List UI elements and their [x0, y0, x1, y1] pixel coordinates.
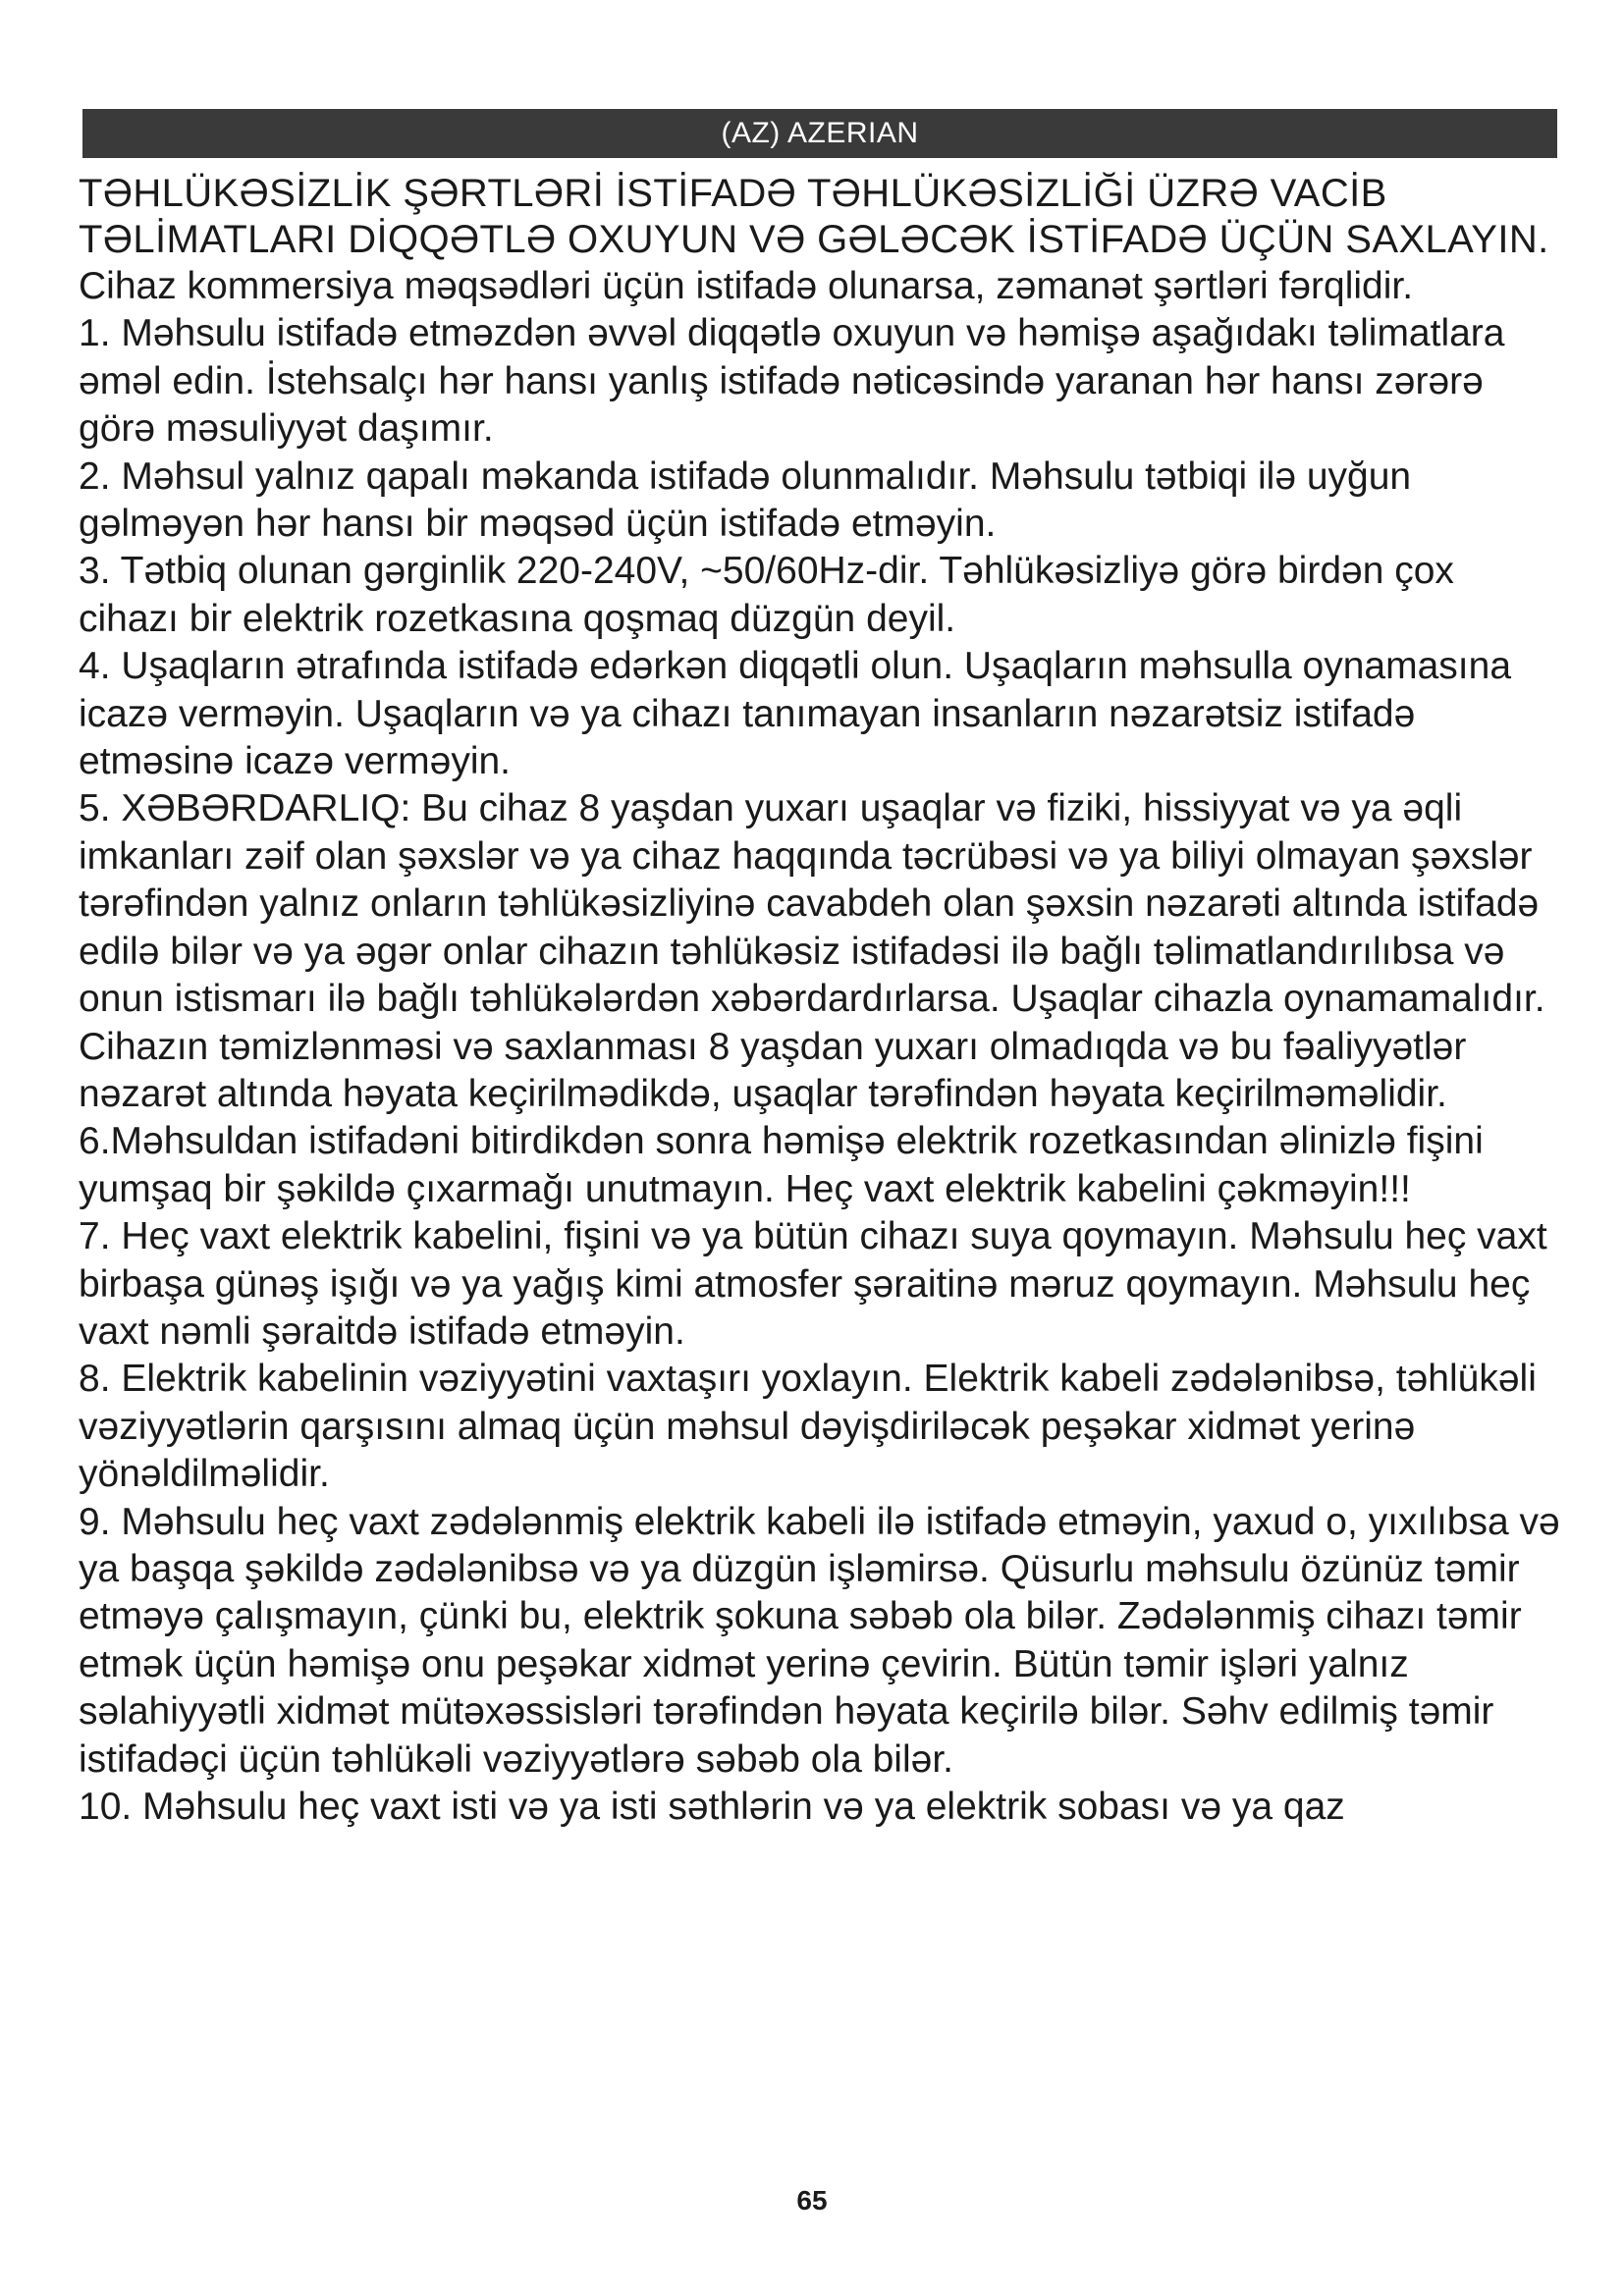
paragraph-item-9: 9. Məhsulu heç vaxt zədələnmiş elektrik kabeli ilə istifadə etməyin, yaxud o, yıxılıbsa və ya başqa şəkildə zədələnibsə və ya düzgün işləmirsə. Qüsurlu məhsulu özünüz təmir etməyə çalışmayın, çünki bu, elektrik şokuna səbəb ola bilər. Zədələnmiş cihazı təmir etmək üçün həmişə onu peşəkar xidmət yerinə çevirin. Bütün təmir işləri yalnız səlahiyyətli xidmət mütəxəssisləri tərəfindən həyata keçirilə bilər. Səhv edilmiş təmir istifadəçi üçün təhlükəli vəziyyətlərə səbəb ola bilər. [79, 1500, 1560, 1781]
paragraph-item-1: 1. Məhsulu istifadə etməzdən əvvəl diqqətlə oxuyun və həmişə aşağıdakı təlimatlara əməl edin. İstehsalçı hər hansı yanlış istifadə nəticəsində yaranan hər hansı zərərə görə məsuliyyət daşımır. [79, 312, 1505, 451]
paragraph-item-2: 2. Məhsul yalnız qapalı məkanda istifadə olunmalıdır. Məhsulu tətbiqi ilə uyğun gəlməyən hər hansı bir məqsəd üçün istifadə etməyin. [79, 454, 1412, 546]
paragraph-item-10: 10. Məhsulu heç vaxt isti və ya isti səthlərin və ya elektrik sobası və ya qaz [79, 1786, 1345, 1828]
content-area [79, 171, 1561, 1831]
paragraph-commercial-use: Cihaz kommersiya məqsədləri üçün istifadə olunarsa, zəmanət şərtləri fərqlidir. [79, 265, 1414, 307]
paragraph-item-4: 4. Uşaqların ətrafında istifadə edərkən diqqətli olun. Uşaqların məhsulla oynamasına icazə verməyin. Uşaqların və ya cihazı tanımayan insanların nəzarətsiz istifadə etməsinə icazə verməyin. [79, 645, 1512, 783]
paragraph-item-7: 7. Heç vaxt elektrik kabelini, fişini və ya bütün cihazı suya qoymayın. Məhsulu heç vaxt birbaşa günəş işığı və ya yağış kimi atmosfer şəraitinə məruz qoymayın. Məhsulu heç vaxt nəmli şəraitdə istifadə etməyin. [79, 1215, 1547, 1353]
paragraph-item-5: 5. XƏBƏRDARLIQ: Bu cihaz 8 yaşdan yuxarı uşaqlar və fiziki, hissiyyat və ya əqli imkanları zəif olan şəxslər və ya cihaz haqqında təcrübəsi və ya biliyi olmayan şəxslər tərəfindən yalnız onların təhlükəsizliyinə cavabdeh olan şəxsin nəzarəti altında istifadə edilə bilər və ya əgər onlar cihazın təhlükəsiz istifadəsi ilə bağlı təlimatlandırılıbsa və onun istismarı ilə bağlı təhlükələrdən xəbərdardırlarsa. Uşaqlar cihazla oynamamalıdır. Cihazın təmizlənməsi və saxlanması 8 yaşdan yuxarı olmadıqda və bu fəaliyyətlər nəzarət altında həyata keçirilmədikdə, uşaqlar tərəfindən həyata keçirilməməlidir. [79, 787, 1545, 1115]
paragraph-item-3: 3. Tətbiq olunan gərginlik 220-240V, ~50/60Hz-dir. Təhlükəsizliyə görə birdən çox cihazı bir elektrik rozetkasına qoşmaq düzgün deyil. [79, 550, 1454, 640]
page-number: 65 [796, 2185, 828, 2216]
safety-heading: TƏHLÜKƏSİZLİK ŞƏRTLƏRİ İSTİFADƏ TƏHLÜKƏSİZLİĞİ ÜZRƏ VACİB TƏLİMATLARI DİQQƏTLƏ OXUYUN VƏ GƏLƏCƏK İSTİFADƏ ÜÇÜN SAXLAYIN. [79, 172, 1549, 261]
paragraph-item-6: 6.Məhsuldan istifadəni bitirdikdən sonra həmişə elektrik rozetkasından əlinizlə fişini yumşaq bir şəkildə çıxarmağı unutmayın. Heç vaxt elektrik kabelini çəkməyin!!! [79, 1120, 1484, 1210]
language-header-bar: (AZ) AZERIAN [82, 109, 1557, 158]
paragraph-item-8: 8. Elektrik kabelinin vəziyyətini vaxtaşırı yoxlayın. Elektrik kabeli zədələnibsə, təhlükəli vəziyyətlərin qarşısını almaq üçün məhsul dəyişdiriləcək peşəkar xidmət yerinə yönəldilməlidir. [79, 1358, 1537, 1496]
